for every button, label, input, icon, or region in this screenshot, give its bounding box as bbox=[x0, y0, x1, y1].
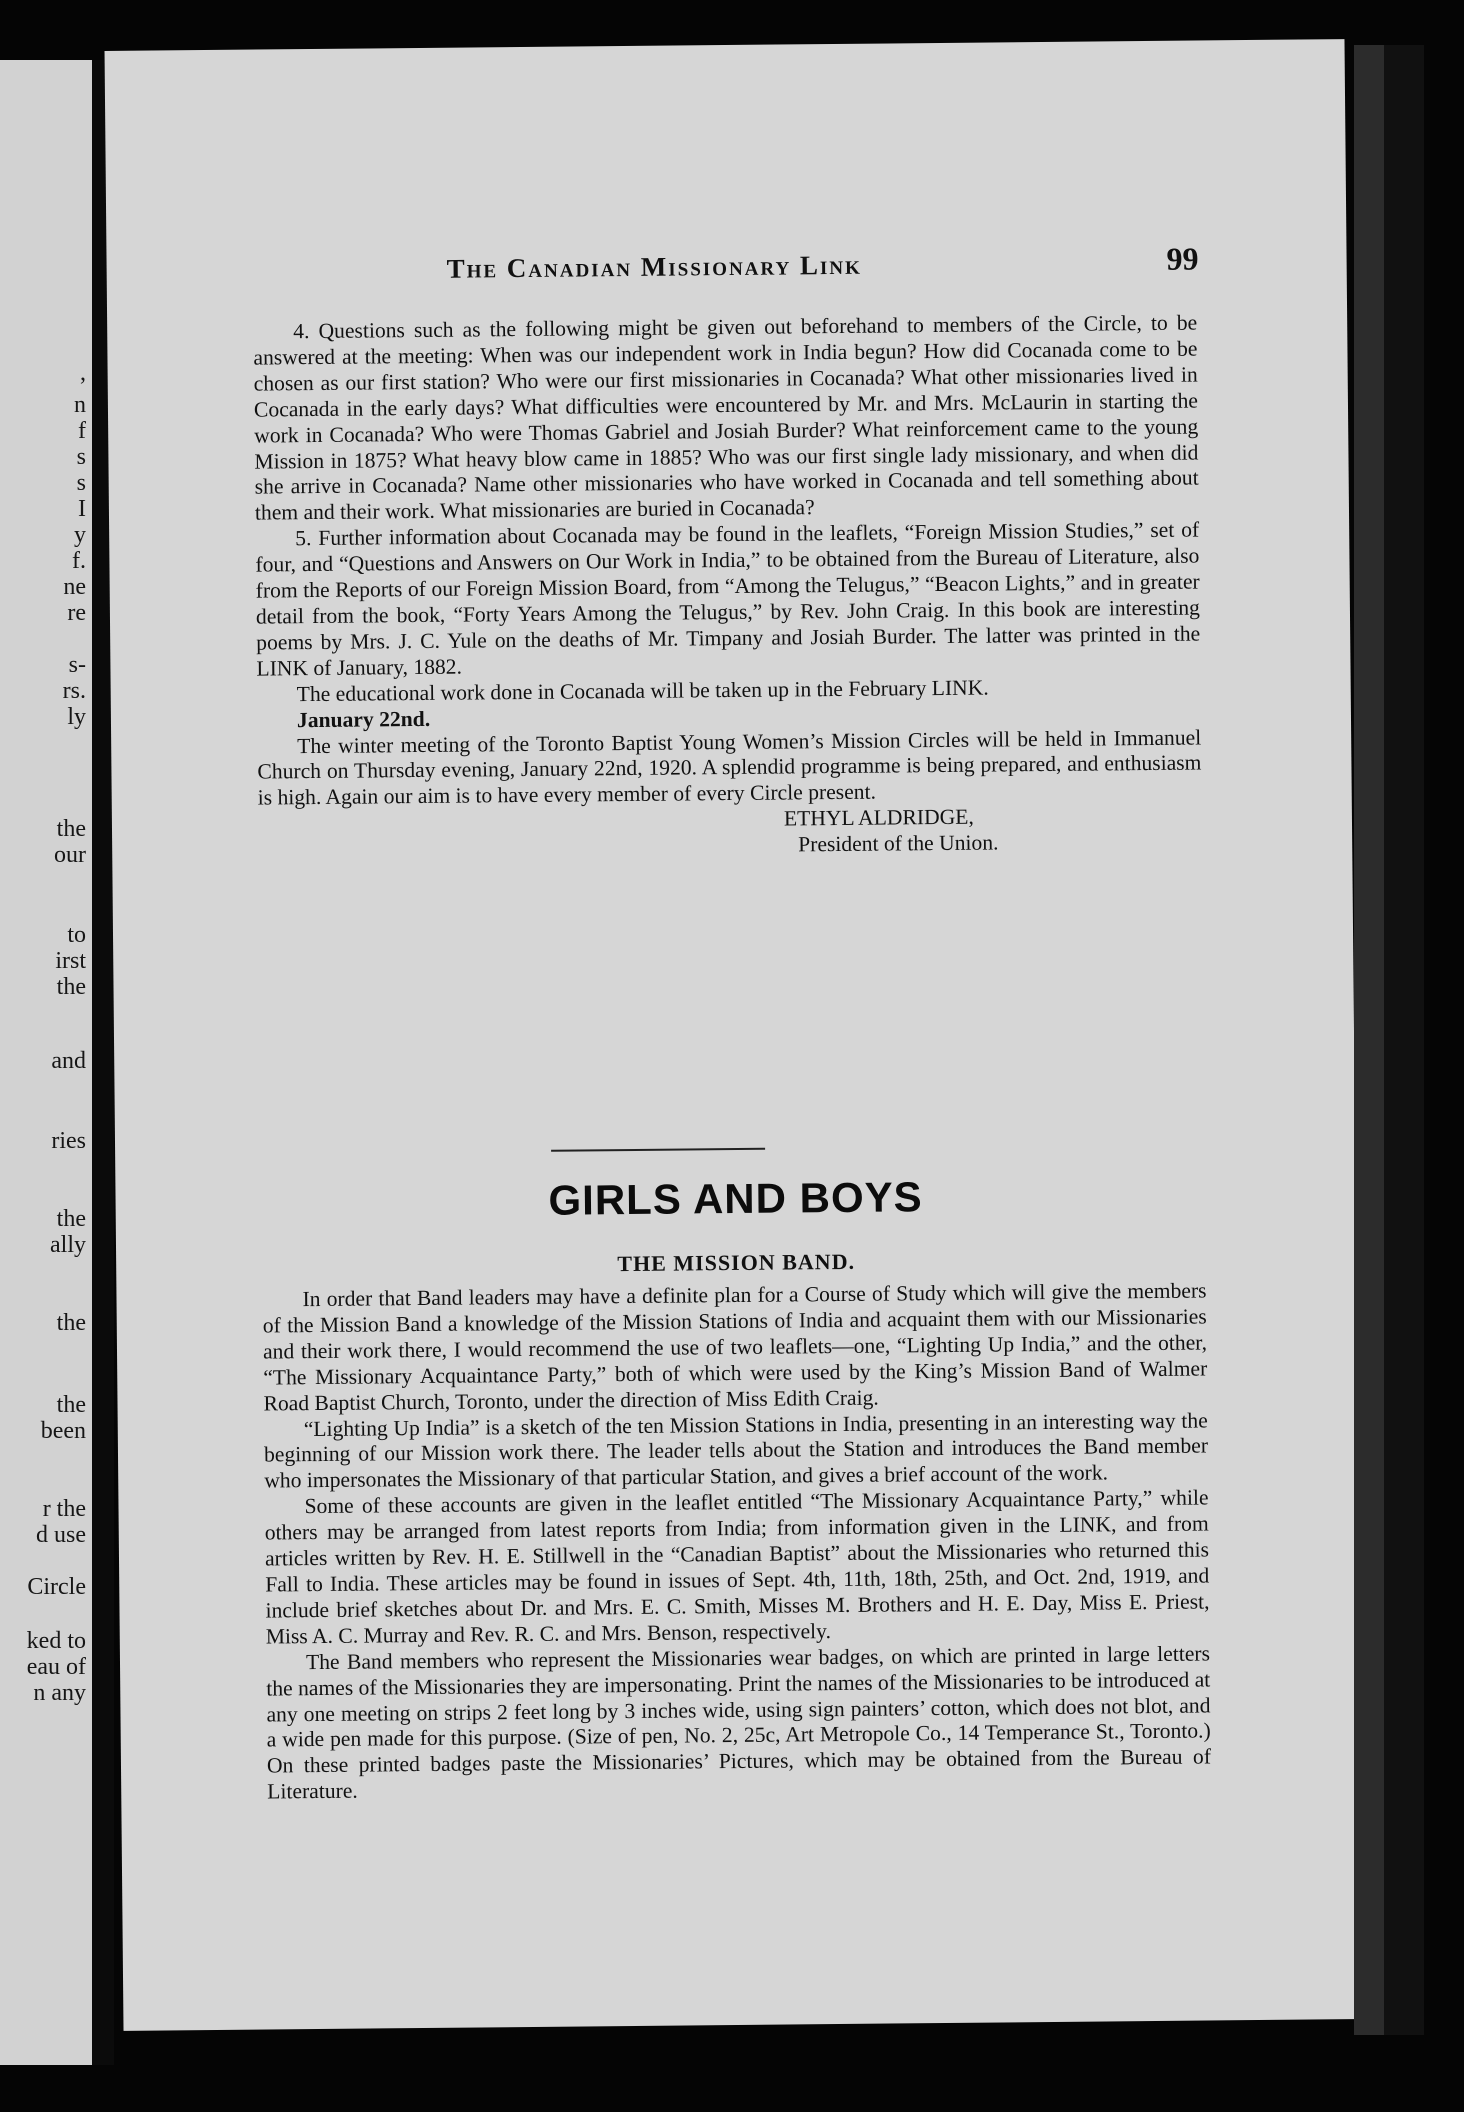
previous-page-fragment: to bbox=[67, 922, 86, 948]
previous-page-fragment: s bbox=[76, 444, 86, 470]
previous-page-fragment: eau of bbox=[26, 1654, 86, 1680]
previous-page-fragment: re bbox=[67, 600, 86, 626]
paragraph-course-of-study: In order that Band leaders may have a definite plan for a Course of Study which will give the members of the Mission Band a knowledge of the Mission Stations of India and acquaint them with our Missionaries and their work there, I would recommend the use of two leaflets—one, “Lighting Up India,” and the other, “The Missionary Acquaintance Party,” both of which were used by the King’s Mission Band of Walmer Road Baptist Church, Toronto, under the direction of Miss Edith Craig. bbox=[262, 1278, 1208, 1416]
section-divider-rule bbox=[551, 1148, 765, 1152]
page-number: 99 bbox=[1166, 240, 1199, 277]
previous-page-fragment: ne bbox=[63, 574, 86, 600]
previous-page-fragment: the bbox=[56, 1392, 86, 1418]
signature-name: ETHYL ALDRIDGE, bbox=[783, 804, 974, 831]
paragraph-winter-meeting: The winter meeting of the Toronto Baptist Young Women’s Mission Circles will be held in Immanuel Church on Thursday evening, January 22nd, 1920. A splendid programme is being prepared, and enthusiasm is high. Again our aim is to have every member of every Circle present. bbox=[257, 725, 1202, 810]
date-heading: January 22nd. bbox=[296, 706, 431, 732]
previous-page-fragment: ally bbox=[50, 1232, 86, 1258]
previous-page-fragment: been bbox=[40, 1418, 86, 1444]
previous-page-fragment: I bbox=[78, 496, 86, 522]
paragraph-questions: 4. Questions such as the following might be given out beforehand to members of the Circle, to be answered at the meeting: When was our independent work in India begun? How did Cocanada come to be chosen as our first station? Who were our first missionaries in Cocanada? What other missionaries lived in Cocanada in the early days? What difficulties were encountered by Mr. and Mrs. McLaurin in starting the work in Cocanada? Who were Thomas Gabriel and Josiah Burder? What reinforcement came to the young Mission in 1875? What heavy blow came in 1885? Who was our first single lady missionary, and when did she arrive in Cocanada? Name other missionaries who have worked in Cocanada and tell something about them and their work. What missionaries are buried in Cocanada? bbox=[253, 310, 1199, 525]
previous-page-fragment: irst bbox=[55, 948, 86, 974]
book-cover-edge bbox=[1384, 45, 1424, 2035]
article-cocanada-study bbox=[253, 311, 1202, 864]
book-page bbox=[105, 39, 1364, 2031]
previous-page-fragment: rs. bbox=[62, 678, 86, 704]
previous-page-fragment: f bbox=[78, 418, 86, 444]
section-subtitle: THE MISSION BAND. bbox=[617, 1248, 856, 1277]
previous-page-fragment: ly bbox=[67, 704, 86, 730]
paragraph-lighting-up-india: “Lighting Up India” is a sketch of the ten Mission Stations in India, presenting in an interesting way the beginning of our Mission work there. The leader tells about the Station and introduces the Band member who impersonates the Missionary of that particular Station, and gives a brief account of the work. bbox=[263, 1408, 1209, 1493]
previous-page-fragment: y bbox=[74, 522, 86, 548]
previous-page-fragment: n any bbox=[33, 1680, 86, 1706]
previous-page-fragment: f. bbox=[72, 548, 86, 574]
section-title: GIRLS AND BOYS bbox=[548, 1173, 923, 1224]
previous-page-fragment: s bbox=[76, 470, 86, 496]
previous-page-fragment: and bbox=[51, 1048, 86, 1074]
paragraph-acquaintance-party: Some of these accounts are given in the leaflet entitled “The Missionary Acquaintance Party,” while others may be arranged from latest reports from India; from information given in the LINK, and from articles written by Rev. H. E. Stillwell in the “Canadian Baptist” about the Missionaries who returned this Fall to India. These articles may be found in issues of Sept. 4th, 11th, 18th, 25th, and Oct. 2nd, 1919, and include brief sketches about Dr. and Mrs. E. C. Smith, Misses M. Brothers and H. E. Day, Miss E. Priest, Miss A. C. Murray and Rev. R. C. and Mrs. Benson, respectively. bbox=[264, 1485, 1210, 1649]
previous-page-fragment: r the bbox=[42, 1496, 86, 1522]
article-mission-band bbox=[262, 1278, 1211, 1805]
previous-page-fragment: ries bbox=[51, 1128, 86, 1154]
paragraph-badges: The Band members who represent the Missionaries wear badges, on which are printed in large letters the names of the Missionaries they are impersonating. Print the names of the Missionaries to be introduced at any one meeting on strips 2 feet long by 3 inches wide, using sign painters’ cotton, which does not blot, and a wide pen made for this purpose. (Size of pen, No. 2, 25c, Art Metropole Co., 14 Temperance St., Toronto.) On these printed badges paste the Missionaries’ Pictures, which may be obtained from the Bureau of Literature. bbox=[266, 1641, 1212, 1804]
previous-page-fragment: the bbox=[56, 974, 86, 1000]
previous-page-fragment: our bbox=[54, 842, 86, 868]
running-title: The Canadian Missionary Link bbox=[446, 249, 862, 284]
previous-page-fragment: d use bbox=[36, 1522, 86, 1548]
previous-page-fragment: the bbox=[56, 1206, 86, 1232]
paragraph-further-information: 5. Further information about Cocanada may be found in the leaflets, “Foreign Mission Studies,” set of four, and “Questions and Answers on Our Work in India,” to be obtained from the Bureau of Literature, also from the Reports of our Foreign Mission Board, from “Among the Telugus,” “Beacon Lights,” and in greater detail from the book, “Forty Years Among the Telugus,” by Rev. John Craig. In this book are interesting poems by Mrs. J. C. Yule on the deaths of Mr. Timpany and Josiah Burder. The latter was printed in the LINK of January, 1882. bbox=[255, 517, 1201, 681]
previous-page-fragment: n bbox=[74, 392, 86, 418]
previous-page-fragment: Circle bbox=[27, 1574, 86, 1600]
previous-page-margin bbox=[0, 60, 92, 2065]
previous-page-fragment: ked to bbox=[26, 1628, 86, 1654]
paragraph-educational-work: The educational work done in Cocanada will be taken up in the February LINK. bbox=[296, 675, 989, 706]
previous-page-fragment: , bbox=[80, 360, 86, 386]
previous-page-fragment: the bbox=[56, 816, 86, 842]
previous-page-fragment: the bbox=[56, 1310, 86, 1336]
page-edge-shadow bbox=[1354, 45, 1384, 2035]
running-head bbox=[107, 240, 1347, 307]
previous-page-fragment: s- bbox=[68, 652, 86, 678]
signature-title: President of the Union. bbox=[798, 830, 999, 857]
